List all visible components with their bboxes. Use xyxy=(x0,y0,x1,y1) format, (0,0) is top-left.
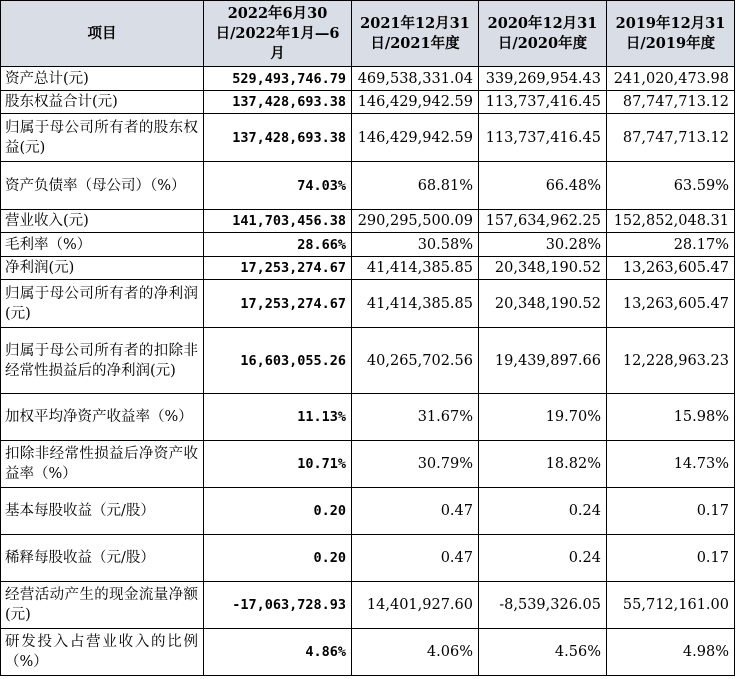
value-2020: 20,348,190.52 xyxy=(479,280,607,328)
row-label: 归属于母公司所有者的扣除非经常性损益后的净利润(元) xyxy=(1,328,204,394)
row-label: 研发投入占营业收入的比例（%） xyxy=(1,629,204,676)
row-label: 加权平均净资产收益率（%） xyxy=(1,394,204,441)
value-2021: 41,414,385.85 xyxy=(352,257,479,280)
table-row xyxy=(1,91,735,114)
row-label: 毛利率（%） xyxy=(1,233,204,257)
value-2022h1: 11.13% xyxy=(204,394,352,441)
table-row xyxy=(1,162,735,210)
value-2020: 0.24 xyxy=(479,488,607,535)
value-2021: 30.79% xyxy=(352,441,479,488)
value-2019: 12,228,963.23 xyxy=(607,328,735,394)
value-2020: -8,539,326.05 xyxy=(479,582,607,629)
value-2019: 63.59% xyxy=(607,162,735,210)
row-label: 稀释每股收益（元/股） xyxy=(1,535,204,582)
value-2019: 55,712,161.00 xyxy=(607,582,735,629)
table-row xyxy=(1,394,735,441)
value-2021: 40,265,702.56 xyxy=(352,328,479,394)
value-2022h1: -17,063,728.93 xyxy=(204,582,352,629)
table-row xyxy=(1,257,735,280)
table-header xyxy=(1,1,735,67)
value-2020: 18.82% xyxy=(479,441,607,488)
table-row xyxy=(1,67,735,91)
value-2022h1: 137,428,693.38 xyxy=(204,91,352,114)
value-2022h1: 17,253,274.67 xyxy=(204,280,352,328)
value-2020: 0.24 xyxy=(479,535,607,582)
value-2020: 19,439,897.66 xyxy=(479,328,607,394)
value-2019: 14.73% xyxy=(607,441,735,488)
value-2021: 30.58% xyxy=(352,233,479,257)
header-2020: 2020年12月31日/2020年度 xyxy=(479,1,607,67)
value-2019: 28.17% xyxy=(607,233,735,257)
value-2021: 0.47 xyxy=(352,535,479,582)
table-row xyxy=(1,535,735,582)
header-row xyxy=(1,1,735,67)
value-2021: 146,429,942.59 xyxy=(352,114,479,162)
header-item: 项目 xyxy=(1,1,204,67)
row-label: 扣除非经常性损益后净资产收益率（%） xyxy=(1,441,204,488)
row-label: 资产负债率（母公司）（%） xyxy=(1,162,204,210)
value-2022h1: 141,703,456.38 xyxy=(204,210,352,233)
table-body xyxy=(1,67,735,676)
value-2019: 0.17 xyxy=(607,488,735,535)
header-2021: 2021年12月31日/2021年度 xyxy=(352,1,479,67)
table-row xyxy=(1,280,735,328)
row-label: 资产总计(元) xyxy=(1,67,204,91)
value-2022h1: 28.66% xyxy=(204,233,352,257)
value-2021: 146,429,942.59 xyxy=(352,91,479,114)
value-2020: 30.28% xyxy=(479,233,607,257)
value-2021: 41,414,385.85 xyxy=(352,280,479,328)
value-2021: 4.06% xyxy=(352,629,479,676)
row-label: 归属于母公司所有者的净利润(元) xyxy=(1,280,204,328)
value-2022h1: 16,603,055.26 xyxy=(204,328,352,394)
value-2019: 13,263,605.47 xyxy=(607,257,735,280)
table-row xyxy=(1,582,735,629)
value-2020: 20,348,190.52 xyxy=(479,257,607,280)
row-label: 营业收入(元) xyxy=(1,210,204,233)
value-2019: 241,020,473.98 xyxy=(607,67,735,91)
table-row xyxy=(1,114,735,162)
row-label: 基本每股收益（元/股） xyxy=(1,488,204,535)
value-2022h1: 0.20 xyxy=(204,535,352,582)
value-2021: 68.81% xyxy=(352,162,479,210)
value-2019: 13,263,605.47 xyxy=(607,280,735,328)
header-2022h1: 2022年6月30日/2022年1月—6月 xyxy=(204,1,352,67)
header-2019: 2019年12月31日/2019年度 xyxy=(607,1,735,67)
value-2019: 152,852,048.31 xyxy=(607,210,735,233)
value-2020: 66.48% xyxy=(479,162,607,210)
value-2022h1: 4.86% xyxy=(204,629,352,676)
value-2020: 157,634,962.25 xyxy=(479,210,607,233)
value-2022h1: 0.20 xyxy=(204,488,352,535)
value-2019: 0.17 xyxy=(607,535,735,582)
value-2020: 113,737,416.45 xyxy=(479,114,607,162)
value-2022h1: 74.03% xyxy=(204,162,352,210)
row-label: 股东权益合计(元) xyxy=(1,91,204,114)
value-2022h1: 17,253,274.67 xyxy=(204,257,352,280)
value-2021: 290,295,500.09 xyxy=(352,210,479,233)
value-2022h1: 529,493,746.79 xyxy=(204,67,352,91)
row-label: 归属于母公司所有者的股东权益(元) xyxy=(1,114,204,162)
row-label: 经营活动产生的现金流量净额(元) xyxy=(1,582,204,629)
value-2022h1: 10.71% xyxy=(204,441,352,488)
value-2021: 14,401,927.60 xyxy=(352,582,479,629)
value-2019: 4.98% xyxy=(607,629,735,676)
value-2020: 339,269,954.43 xyxy=(479,67,607,91)
value-2021: 0.47 xyxy=(352,488,479,535)
value-2021: 31.67% xyxy=(352,394,479,441)
value-2020: 19.70% xyxy=(479,394,607,441)
table-row xyxy=(1,210,735,233)
value-2022h1: 137,428,693.38 xyxy=(204,114,352,162)
value-2019: 87,747,713.12 xyxy=(607,91,735,114)
table-row xyxy=(1,233,735,257)
value-2019: 15.98% xyxy=(607,394,735,441)
table-row xyxy=(1,629,735,676)
value-2021: 469,538,331.04 xyxy=(352,67,479,91)
row-label: 净利润(元) xyxy=(1,257,204,280)
table-row xyxy=(1,328,735,394)
value-2020: 4.56% xyxy=(479,629,607,676)
table-row xyxy=(1,441,735,488)
value-2020: 113,737,416.45 xyxy=(479,91,607,114)
table-row xyxy=(1,488,735,535)
value-2019: 87,747,713.12 xyxy=(607,114,735,162)
